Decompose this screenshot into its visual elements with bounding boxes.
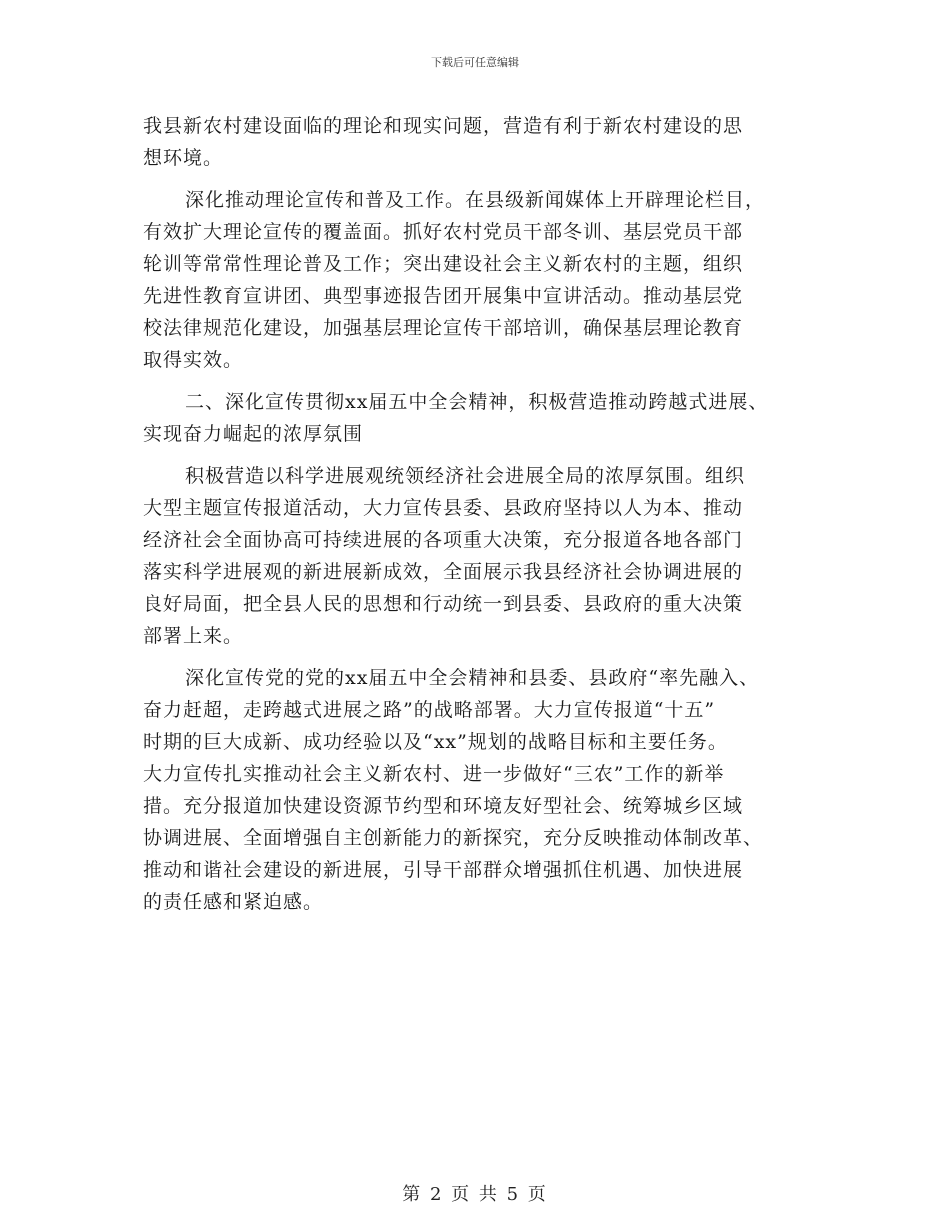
text-line: 深化宣传党的党的xx届五中全会精神和县委、县政府“率先融入、: [185, 667, 760, 689]
page-header-note: 下载后可任意编辑: [431, 56, 519, 69]
text-line: 措。充分报道加快建设资源节约型和环境友好型社会、统筹城乡区域: [143, 795, 744, 817]
text-line: 协调进展、全面增强自主创新能力的新探究，充分反映推动体制改革、: [143, 827, 764, 849]
text-line: 积极营造以科学进展观统领经济社会进展全局的浓厚氛围。组织: [185, 465, 746, 487]
paragraph: [143, 184, 823, 376]
text-line: 部署上来。: [143, 625, 244, 647]
text-line: 先进性教育宣讲团、典型事迹报告团开展集中宣讲活动。推动基层党: [143, 285, 744, 307]
text-line: 奋力赶超，走跨越式进展之路”的战略部署。大力宣传报道“十五”: [143, 699, 716, 721]
text-line: 大型主题宣传报道活动，大力宣传县委、县政府坚持以人为本、推动: [143, 497, 744, 519]
document-body: [143, 110, 823, 918]
text-line: 时期的巨大成新、成功经验以及“xx”规划的战略目标和主要任务。: [143, 731, 728, 753]
text-line: 想环境。: [143, 147, 224, 169]
paragraph: [143, 460, 823, 652]
page-number: 第 2 页 共 5 页: [402, 1184, 548, 1205]
text-line: 深化推动理论宣传和普及工作。在县级新闻媒体上开辟理论栏目，: [185, 189, 766, 211]
text-line: 大力宣传扎实推动社会主义新农村、进一步做好“三农”工作的新举: [143, 763, 725, 785]
paragraph: [143, 662, 823, 918]
text-line: 取得实效。: [143, 349, 244, 371]
text-line: 推动和谐社会建设的新进展，引导干部群众增强抓住机遇、加快进展: [143, 859, 744, 881]
paragraph: [143, 110, 823, 174]
text-line: 实现奋力崛起的浓厚氛围: [143, 423, 364, 445]
text-line: 经济社会全面协高可持续进展的各项重大决策，充分报道各地各部门: [143, 529, 744, 551]
text-line: 校法律规范化建设，加强基层理论宣传干部培训，确保基层理论教育: [143, 317, 744, 339]
text-line: 二、深化宣传贯彻xx届五中全会精神，积极营造推动跨越式进展、: [185, 391, 769, 413]
text-line: 我县新农村建设面临的理论和现实问题，营造有利于新农村建设的思: [143, 115, 744, 137]
text-line: 有效扩大理论宣传的覆盖面。抓好农村党员干部冬训、基层党员干部: [143, 221, 744, 243]
text-line: 良好局面，把全县人民的思想和行动统一到县委、县政府的重大决策: [143, 593, 744, 615]
text-line: 落实科学进展观的新进展新成效，全面展示我县经济社会协调进展的: [143, 561, 744, 583]
text-line: 轮训等常常性理论普及工作；突出建设社会主义新农村的主题，组织: [143, 253, 744, 275]
section-heading: [143, 386, 823, 450]
text-line: 的责任感和紧迫感。: [143, 891, 324, 913]
